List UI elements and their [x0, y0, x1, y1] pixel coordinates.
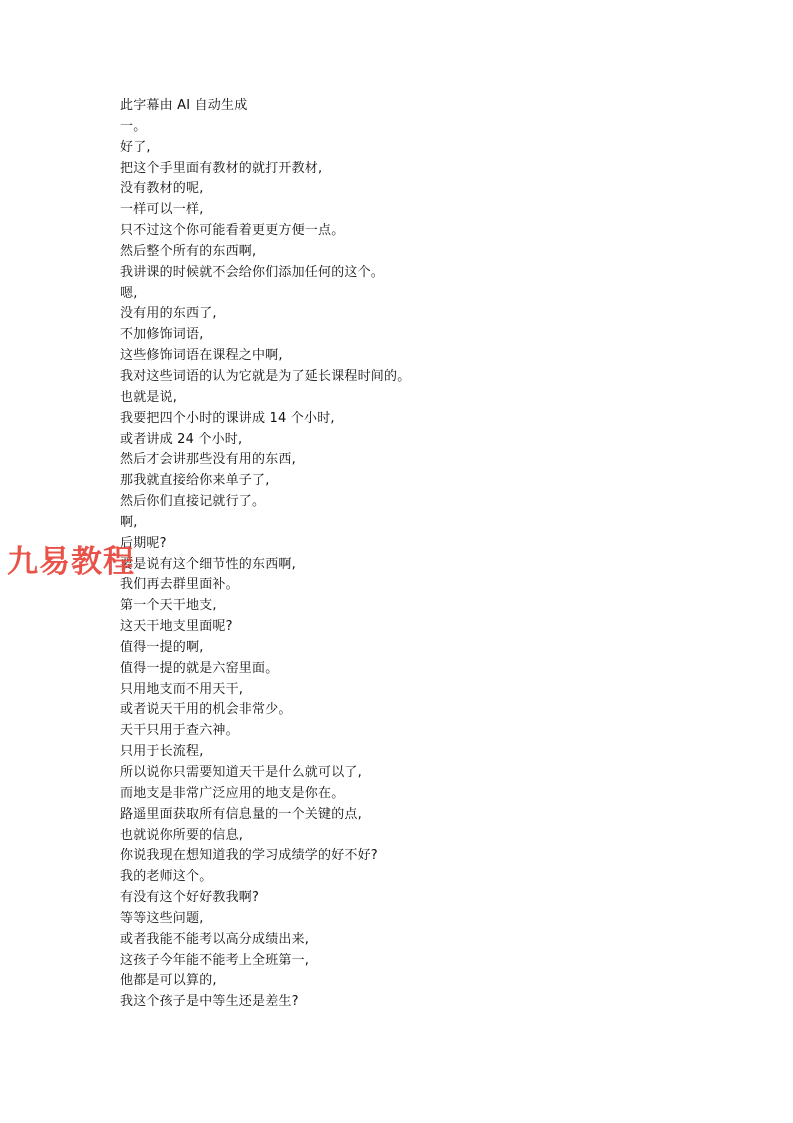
transcript-line: 值得一提的就是六窑里面。	[120, 660, 279, 676]
transcript-line: 而地支是非常广泛应用的地支是你在。	[120, 785, 345, 801]
transcript-line: 然后整个所有的东西啊,	[120, 243, 257, 259]
transcript-line: 没有用的东西了,	[120, 306, 217, 322]
transcript-line: 我对这些词语的认为它就是为了延长课程时间的。	[120, 368, 411, 384]
transcript-line: 你说我现在想知道我的学习成绩学的好不好?	[120, 848, 378, 864]
transcript-line: 这孩子今年能不能考上全班第一,	[120, 952, 310, 968]
transcript-line: 他都是可以算的,	[120, 973, 217, 989]
transcript-line: 然后你们直接记就行了。	[120, 494, 266, 510]
transcript-line: 我要把四个小时的课讲成 14 个小时,	[120, 410, 335, 426]
transcript-line: 我讲课的时候就不会给你们添加任何的这个。	[120, 264, 385, 280]
transcript-line: 啊,	[120, 514, 138, 530]
transcript-line: 第一个天干地支,	[120, 598, 217, 614]
transcript-line: 或者说天干用的机会非常少。	[120, 702, 292, 718]
watermark-logo: 九易教程	[7, 544, 135, 580]
transcript-line: 然后才会讲那些没有用的东西,	[120, 452, 296, 468]
transcript-line: 我们再去群里面补。	[120, 577, 239, 593]
transcript-line: 只不过这个你可能看着更更方便一点。	[120, 223, 345, 239]
transcript-line: 后期呢?	[120, 535, 167, 551]
transcript-line: 把这个手里面有教材的就打开教材,	[120, 160, 323, 176]
transcript-line: 没有教材的呢,	[120, 181, 204, 197]
transcript-line: 这天干地支里面呢?	[120, 619, 233, 635]
transcript-line: 这些修饰词语在课程之中啊,	[120, 348, 283, 364]
transcript-text	[120, 96, 720, 1013]
transcript-line: 此字幕由 AI 自动生成	[120, 98, 248, 113]
transcript-line: 好了,	[120, 139, 151, 155]
transcript-line: 我的老师这个。	[120, 869, 213, 885]
transcript-line: 天干只用于查六神。	[120, 723, 239, 739]
transcript-line: 只用地支而不用天干,	[120, 681, 244, 697]
transcript-line: 一样可以一样,	[120, 202, 204, 218]
transcript-line: 要是说有这个细节性的东西啊,	[120, 556, 296, 572]
transcript-line: 也就说你所要的信息,	[120, 827, 244, 843]
transcript-line: 只用于长流程,	[120, 744, 204, 760]
transcript-line: 或者讲成 24 个小时,	[120, 431, 243, 447]
transcript-line: 一。	[120, 118, 147, 134]
transcript-line: 嗯,	[120, 285, 138, 301]
transcript-line: 不加修饰词语,	[120, 327, 204, 343]
transcript-line: 有没有这个好好教我啊?	[120, 890, 260, 906]
transcript-line: 值得一提的啊,	[120, 639, 204, 655]
transcript-line: 我这个孩子是中等生还是差生?	[120, 994, 299, 1010]
transcript-line: 等等这些问题,	[120, 910, 204, 926]
transcript-line: 路遥里面获取所有信息量的一个关键的点,	[120, 806, 362, 822]
transcript-line: 那我就直接给你来单子了,	[120, 473, 270, 489]
transcript-line: 也就是说,	[120, 389, 178, 405]
transcript-line: 所以说你只需要知道天干是什么就可以了,	[120, 765, 362, 780]
transcript-line: 或者我能不能考以高分成绩出来,	[120, 931, 310, 947]
